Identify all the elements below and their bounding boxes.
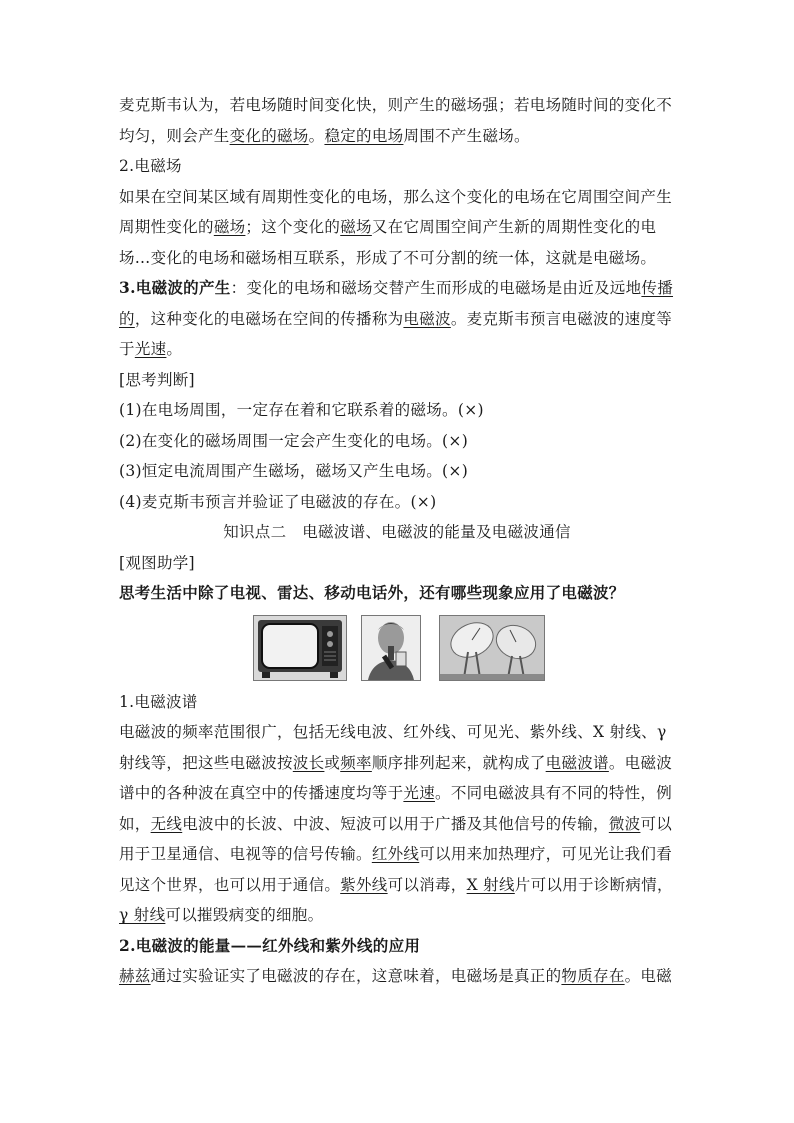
intro-line-2 <box>119 121 675 152</box>
text: 电波中的长波、中波、短波可以用于广播及其他信号的传输， <box>182 814 609 833</box>
sec2-line-3 <box>119 243 675 274</box>
spectrum-title: 1.电磁波谱 <box>119 692 198 711</box>
text: 或 <box>324 753 341 772</box>
section-3-title: 3.电磁波的产生 <box>119 278 231 297</box>
sec3-line-1 <box>119 273 675 304</box>
underlined-term: 红外线 <box>371 845 420 863</box>
text: 顺序排列起来，就构成了 <box>371 753 546 772</box>
sec3-line-3 <box>119 334 675 365</box>
think-item-4: (4)麦克斯韦预言并验证了电磁波的存在。(×) <box>119 492 437 511</box>
underlined-term: 电磁波谱 <box>545 753 609 772</box>
text: 射线等，把这些电磁波按 <box>119 753 293 772</box>
text: 。 <box>308 126 325 145</box>
illustration-row <box>119 615 675 685</box>
spectrum-line-4 <box>119 809 675 840</box>
text: ；这个变化的 <box>245 218 341 236</box>
sec2-line-1 <box>119 182 675 213</box>
underlined-term: 紫外线 <box>340 875 388 894</box>
document-page <box>119 90 675 992</box>
spectrum-line-3 <box>119 778 675 809</box>
text: 场…变化的电场和磁场相互联系，形成了不可分割的统一体，这就是电磁场。 <box>119 248 657 267</box>
text: 通过实验证实了电磁波的存在，这意味着，电磁场是真正的 <box>150 967 562 985</box>
text: 电磁波的频率范围很广，包括无线电波、红外线、可见光、紫外线、X 射线、γ <box>119 723 667 741</box>
section-2-title: 2.电磁场 <box>119 157 182 175</box>
spectrum-line-2 <box>119 748 675 779</box>
text: 周期性变化的 <box>119 218 214 236</box>
spectrum-line-7 <box>119 900 675 931</box>
text: 麦克斯韦认为，若电场随时间变化快，则产生的磁场强；若电场随时间的变化不 <box>119 96 673 114</box>
picture-question: 思考生活中除了电视、雷达、移动电话外，还有哪些现象应用了电磁波？ <box>119 583 625 602</box>
text: 可以用来加热理疗，可见光让我们看 <box>419 845 673 863</box>
text: 。麦克斯韦预言电磁波的速度等 <box>450 309 673 328</box>
underlined-term: 无线 <box>150 814 183 833</box>
text: 均匀，则会产生 <box>119 126 230 145</box>
underlined-term: 磁场 <box>213 218 246 236</box>
text: 。不同电磁波具有不同的特性，例 <box>435 784 673 802</box>
radar-dishes-image <box>439 615 545 681</box>
text: 可以摧毁病变的细胞。 <box>165 906 324 924</box>
underlined-term: 电磁波 <box>403 309 451 328</box>
text: 可以消毒， <box>387 875 467 894</box>
think-item-3: (3)恒定电流周围产生磁场，磁场又产生电场。(×) <box>119 462 469 480</box>
underlined-term: 的 <box>119 309 135 328</box>
think-header: [思考判断] <box>119 370 195 389</box>
text: 可以 <box>640 814 673 833</box>
intro-line-1 <box>119 90 675 121</box>
text: ，这种变化的电磁场在空间的传播称为 <box>134 309 404 328</box>
think-item-2: (2)在变化的磁场周围一定会产生变化的电场。(×) <box>119 431 469 450</box>
text: ：变化的电场和磁场交替产生而形成的电磁场是由近及远地 <box>230 279 642 297</box>
underlined-term: 变化的磁场 <box>229 126 309 145</box>
text: 片可以用于诊断病情， <box>514 875 673 894</box>
energy-line-1 <box>119 961 675 992</box>
underlined-term: 传播 <box>641 279 674 297</box>
text: 。 <box>166 340 183 358</box>
underlined-term: 频率 <box>340 753 372 772</box>
sec2-line-2 <box>119 212 675 243</box>
underlined-term: γ 射线 <box>119 906 166 924</box>
underlined-term: 光速 <box>134 340 167 358</box>
sec3-line-2 <box>119 304 675 335</box>
phone-user-image <box>361 615 421 681</box>
text: 周围不产生磁场。 <box>403 126 530 145</box>
text: 见这个世界，也可以用于通信。 <box>119 875 341 894</box>
spectrum-line-1 <box>119 717 675 748</box>
underlined-term: 光速 <box>403 784 436 802</box>
text: 用于卫星通信、电视等的信号传输。 <box>119 845 372 863</box>
underlined-term: 物质存在 <box>561 967 625 985</box>
picture-study-header: [观图助学] <box>119 553 195 572</box>
text: 。电磁 <box>624 967 673 985</box>
energy-title: 2.电磁波的能量——红外线和紫外线的应用 <box>119 935 421 955</box>
text: 如， <box>119 814 151 833</box>
text: 又在它周围空间产生新的周期性变化的电 <box>371 218 657 236</box>
text: 。电磁波 <box>608 753 673 772</box>
underlined-term: 波长 <box>292 753 325 772</box>
knowledge-point-2-title: 知识点二 电磁波谱、电磁波的能量及电磁波通信 <box>223 523 571 541</box>
spectrum-line-5 <box>119 839 675 870</box>
underlined-term: X 射线 <box>466 875 515 894</box>
spectrum-line-6 <box>119 870 675 901</box>
tv-image <box>253 615 347 681</box>
text: 于 <box>119 340 135 358</box>
text: 如果在空间某区域有周期性变化的电场，那么这个变化的电场在它周围空间产生 <box>119 187 673 206</box>
underlined-term: 稳定的电场 <box>324 126 404 145</box>
underlined-term: 磁场 <box>340 218 372 236</box>
think-item-1: (1)在电场周围，一定存在着和它联系着的磁场。(×) <box>119 401 484 419</box>
text: 谱中的各种波在真空中的传播速度均等于 <box>119 784 404 802</box>
underlined-term: 赫兹 <box>119 967 151 985</box>
underlined-term: 微波 <box>608 814 641 833</box>
